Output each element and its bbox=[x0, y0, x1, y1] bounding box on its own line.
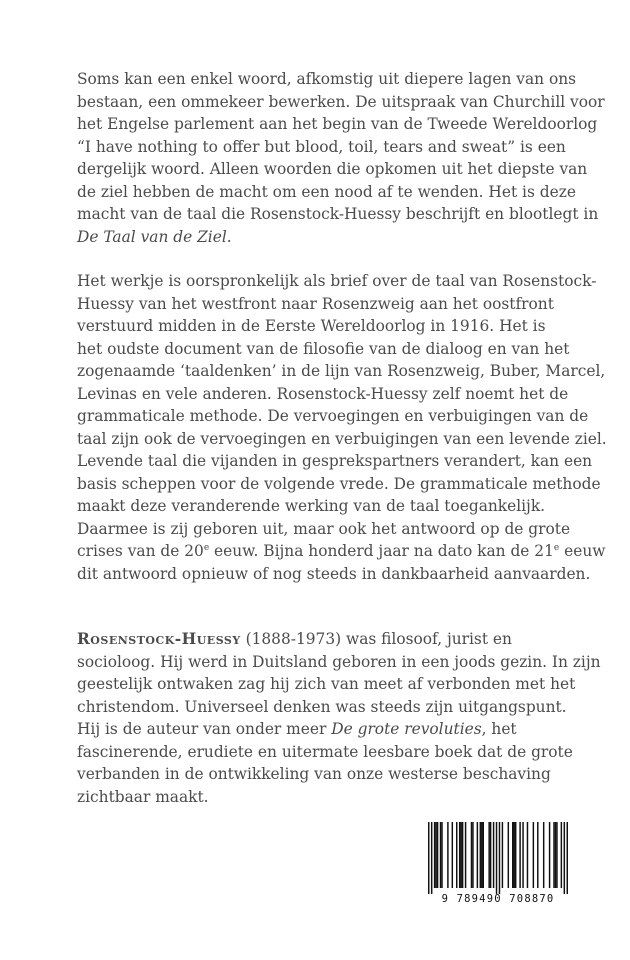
text-line bbox=[77, 628, 577, 651]
barcode-bar bbox=[499, 822, 500, 894]
barcode-bar bbox=[561, 822, 562, 888]
barcode-bar bbox=[465, 822, 466, 888]
barcode-bar bbox=[480, 822, 481, 888]
text-line: geestelijk ontwaken zag hij zich van meet af verbonden met het bbox=[77, 675, 576, 693]
text-line: Levinas en vele anderen. Rosenstock-Huessy zelf noemt het de bbox=[77, 384, 569, 403]
text-line: “I have nothing to offer but blood, toil, tears and sweat” is een bbox=[77, 137, 566, 156]
text-line: dit antwoord opnieuw of nog steeds in dankbaarheid aanvaarden. bbox=[77, 564, 591, 583]
line-segment: , het bbox=[481, 720, 517, 738]
text-line: maakt deze veranderende werking van de taal toegankelijk. bbox=[77, 497, 546, 515]
barcode-bar bbox=[567, 822, 568, 894]
barcode-bar bbox=[460, 822, 461, 888]
barcode-bar bbox=[490, 822, 491, 888]
barcode-bar bbox=[513, 822, 514, 888]
barcode-bar bbox=[522, 822, 523, 888]
text-line bbox=[77, 718, 577, 741]
barcode-bar bbox=[452, 822, 453, 888]
intro-paragraph bbox=[77, 68, 605, 248]
book-title: De Taal van de Ziel bbox=[77, 227, 227, 246]
line-segment: crises van de 20 bbox=[77, 542, 204, 560]
text-line: grammaticale methode. De vervoegingen en verbuigingen van de bbox=[77, 407, 589, 425]
barcode-bar bbox=[508, 822, 509, 888]
isbn-digits: 9 789490 708870 bbox=[441, 893, 555, 905]
text-line: het oudste document van de filosofie van de dialoog en van het bbox=[77, 339, 570, 358]
barcode-bar bbox=[437, 822, 438, 888]
punctuation: . bbox=[226, 227, 232, 246]
barcode-bar bbox=[537, 822, 538, 888]
barcode-bar bbox=[553, 822, 554, 888]
text-line: zogenaamde ‘taaldenken’ in de lijn van Rosenzweig, Buber, Marcel, bbox=[77, 362, 606, 380]
barcode-bar bbox=[481, 822, 482, 888]
text-line: socioloog. Hij werd in Duitsland geboren in een joods gezin. In zijn bbox=[77, 652, 601, 671]
barcode-bar bbox=[434, 822, 435, 888]
barcode-bar bbox=[502, 822, 503, 888]
text-line: taal zijn ook de vervoegingen en verbuigingen van een levende ziel. bbox=[77, 429, 607, 448]
barcode-bar bbox=[519, 822, 520, 888]
text-line: dergelijk woord. Alleen woorden die opkomen uit het diepste van bbox=[77, 160, 588, 178]
barcode-bar bbox=[543, 822, 544, 888]
superscript: e bbox=[553, 543, 560, 553]
barcode-bar bbox=[564, 822, 565, 894]
barcode-bar bbox=[440, 822, 441, 888]
history-paragraph bbox=[77, 270, 607, 585]
line-segment: (1888-1973) was filosoof, jurist en bbox=[240, 630, 512, 648]
barcode-bar bbox=[483, 822, 484, 888]
line-segment: eeuw bbox=[559, 542, 606, 560]
barcode-bar bbox=[447, 822, 448, 888]
text-line: christendom. Universeel denken was steeds zijn uitgangspunt. bbox=[77, 697, 567, 716]
line-segment: Hij is de auteur van onder meer bbox=[77, 720, 332, 738]
barcode-bar bbox=[533, 822, 534, 888]
text-line: Levende taal die vijanden in gesprekspartners verandert, kan een bbox=[77, 452, 593, 470]
text-line bbox=[77, 226, 577, 249]
barcode-bar bbox=[488, 822, 489, 888]
barcode-bar bbox=[435, 822, 436, 888]
text-line: Huessy van het westfront naar Rosenzweig aan het oostfront bbox=[77, 294, 554, 313]
barcode-bar bbox=[549, 822, 550, 888]
barcode-bar bbox=[496, 822, 497, 894]
text-line: macht van de taal die Rosenstock-Huessy beschrijft en blootlegt in bbox=[77, 205, 599, 223]
text-line: basis scheppen voor de volgende vrede. De grammaticale methode bbox=[77, 474, 601, 493]
barcode-bar bbox=[556, 822, 557, 888]
barcode-bar bbox=[471, 822, 472, 888]
barcode-bar bbox=[428, 822, 429, 894]
text-line: bestaan, een ommekeer bewerken. De uitspraak van Churchill voor bbox=[77, 92, 605, 111]
barcode-bar bbox=[431, 822, 432, 894]
text-line: Soms kan een enkel woord, afkomstig uit diepere lagen van ons bbox=[77, 70, 577, 88]
text-line: zichtbaar maakt. bbox=[77, 787, 209, 806]
author-paragraph bbox=[77, 628, 601, 808]
barcode-bar bbox=[456, 822, 457, 888]
barcode-bars bbox=[428, 822, 568, 894]
book-title: De grote revoluties bbox=[331, 720, 482, 738]
text-line bbox=[77, 540, 606, 563]
text-line: verbanden in de ontwikkeling van onze westerse beschaving bbox=[77, 765, 551, 783]
author-name: Rosenstock-Huessy bbox=[77, 630, 241, 648]
barcode-bar bbox=[462, 822, 463, 888]
isbn-barcode bbox=[422, 820, 574, 912]
barcode-bar bbox=[472, 822, 473, 888]
text-line: Het werkje is oorspronkelijk als brief over de taal van Rosenstock- bbox=[77, 272, 597, 290]
text-line: de ziel hebben de macht om een nood af te wenden. Het is deze bbox=[77, 182, 576, 201]
barcode-bar bbox=[555, 822, 556, 888]
superscript: e bbox=[203, 543, 210, 553]
text-line: verstuurd midden in de Eerste Wereldoorlog in 1916. Het is bbox=[77, 317, 546, 335]
barcode-bar bbox=[441, 822, 442, 888]
barcode-bar bbox=[515, 822, 516, 888]
line-segment: eeuw. Bijna honderd jaar na dato kan de 21 bbox=[209, 542, 554, 560]
text-line: het Engelse parlement aan het begin van de Tweede Wereldoorlog bbox=[77, 115, 598, 133]
text-line: fascinerende, erudiete en uitermate leesbare boek dat de grote bbox=[77, 742, 573, 761]
barcode-bar bbox=[459, 822, 460, 888]
barcode-bar bbox=[477, 822, 478, 888]
barcode-bar bbox=[512, 822, 513, 888]
barcode-bar bbox=[493, 822, 494, 888]
barcode-bar bbox=[527, 822, 528, 888]
text-line: Daarmee is zij geboren uit, maar ook het antwoord op de grote bbox=[77, 519, 571, 538]
